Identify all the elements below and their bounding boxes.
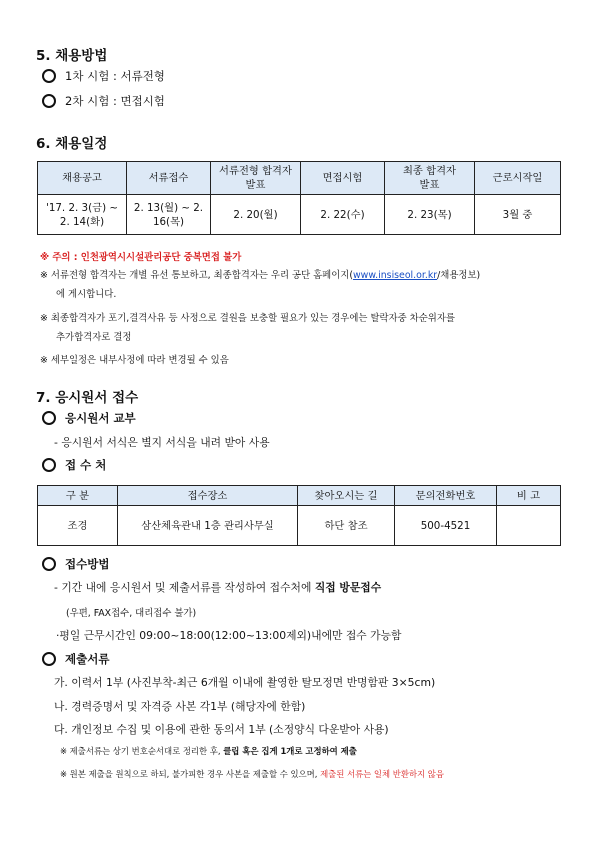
schedule-header-cell: 서류접수 — [127, 162, 211, 195]
submission-doc-item: 다. 개인정보 수집 및 이용에 관한 동의서 1부 (소정양식 다운받아 사용) — [54, 723, 389, 736]
circle-bullet-icon — [42, 411, 56, 425]
submission-docs-title: 제출서류 — [42, 651, 109, 667]
reception-table — [37, 485, 561, 546]
application-issue-title: 응시원서 교부 — [42, 410, 136, 426]
reception-place-title: 접 수 처 — [42, 457, 106, 473]
homepage-link[interactable]: www.insiseol.or.kr — [353, 270, 438, 281]
circle-bullet-icon — [42, 69, 56, 83]
schedule-header-cell: 서류전형 합격자발표 — [211, 162, 301, 195]
schedule-note-2: ※ 최종합격자가 포기,결격사유 등 사정으로 결원을 보충할 필요가 있는 경우에는 탈락자중 차순위자를 — [40, 313, 455, 324]
submission-note-2: ※ 원본 제출을 원칙으로 하되, 불가피한 경우 사본을 제출할 수 있으며, 제출된 서류는 일체 반환하지 않음 — [60, 769, 444, 779]
submission-doc-item: 가. 이력서 1부 (사진부착-최근 6개월 이내에 촬영한 탈모정면 반명함판 3×5cm) — [54, 676, 436, 689]
reception-header-cell: 접수장소 — [118, 486, 298, 506]
duplicate-interview-warning: ※ 주의 : 인천광역시시설관리공단 중복면접 불가 — [40, 252, 242, 263]
submission-note-1: ※ 제출서류는 상기 번호순서대로 정리한 후, 클립 혹은 집게 1개로 고정하여 제출 — [60, 746, 357, 756]
section5-item-2: 2차 시험 : 면접시험 — [42, 93, 165, 109]
reception-hours: ·평일 근무시간인 09:00~18:00(12:00~13:00제외)내에만 접수 가능함 — [56, 629, 402, 642]
schedule-note-3: ※ 세부일정은 내부사정에 따라 변경될 수 있음 — [40, 355, 229, 366]
circle-bullet-icon — [42, 94, 56, 108]
reception-header-cell: 찾아오시는 길 — [298, 486, 395, 506]
schedule-cell: 2. 23(목) — [385, 195, 475, 235]
schedule-header-cell: 최종 합격자발표 — [385, 162, 475, 195]
reception-cell: 500-4521 — [395, 506, 497, 546]
submission-doc-item: 나. 경력증명서 및 자격증 사본 각1부 (해당자에 한함) — [54, 700, 306, 713]
section5-title: 5. 채용방법 — [36, 48, 108, 64]
reception-method-text: - 기간 내에 응시원서 및 제출서류를 작성하여 접수처에 직접 방문접수 — [54, 581, 382, 594]
reception-method-sub: (우편, FAX접수, 대리접수 불가) — [66, 608, 197, 619]
circle-bullet-icon — [42, 458, 56, 472]
reception-cell: 조경 — [38, 506, 118, 546]
schedule-note-1: ※ 서류전형 합격자는 개별 유선 통보하고, 최종합격자는 우리 공단 홈페이지(www.insiseol.or.kr/채용정보) — [40, 270, 481, 281]
schedule-cell: 2. 20(월) — [211, 195, 301, 235]
reception-cell: 삼산체육관내 1층 관리사무실 — [118, 506, 298, 546]
schedule-cell: '17. 2. 3(금) ~ 2. 14(화) — [38, 195, 127, 235]
schedule-note-1-cont: 에 게시합니다. — [56, 289, 117, 300]
section5-item-1: 1차 시험 : 서류전형 — [42, 68, 165, 84]
section7-title: 7. 응시원서 접수 — [36, 390, 139, 406]
schedule-note-2-cont: 추가합격자로 결정 — [56, 332, 132, 343]
reception-header-cell: 구 분 — [38, 486, 118, 506]
section6-title: 6. 채용일정 — [36, 136, 108, 152]
reception-method-title: 접수방법 — [42, 556, 109, 572]
reception-cell — [497, 506, 561, 546]
schedule-header-cell: 면접시험 — [301, 162, 385, 195]
schedule-cell: 3월 중 — [475, 195, 561, 235]
application-issue-text: - 응시원서 서식은 별지 서식을 내려 받아 사용 — [54, 436, 270, 449]
schedule-cell: 2. 13(월) ~ 2. 16(목) — [127, 195, 211, 235]
schedule-header-cell: 채용공고 — [38, 162, 127, 195]
reception-header-cell: 문의전화번호 — [395, 486, 497, 506]
schedule-cell: 2. 22(수) — [301, 195, 385, 235]
reception-cell: 하단 참조 — [298, 506, 395, 546]
schedule-table — [37, 161, 561, 235]
circle-bullet-icon — [42, 652, 56, 666]
reception-header-cell: 비 고 — [497, 486, 561, 506]
circle-bullet-icon — [42, 557, 56, 571]
schedule-header-cell: 근로시작일 — [475, 162, 561, 195]
